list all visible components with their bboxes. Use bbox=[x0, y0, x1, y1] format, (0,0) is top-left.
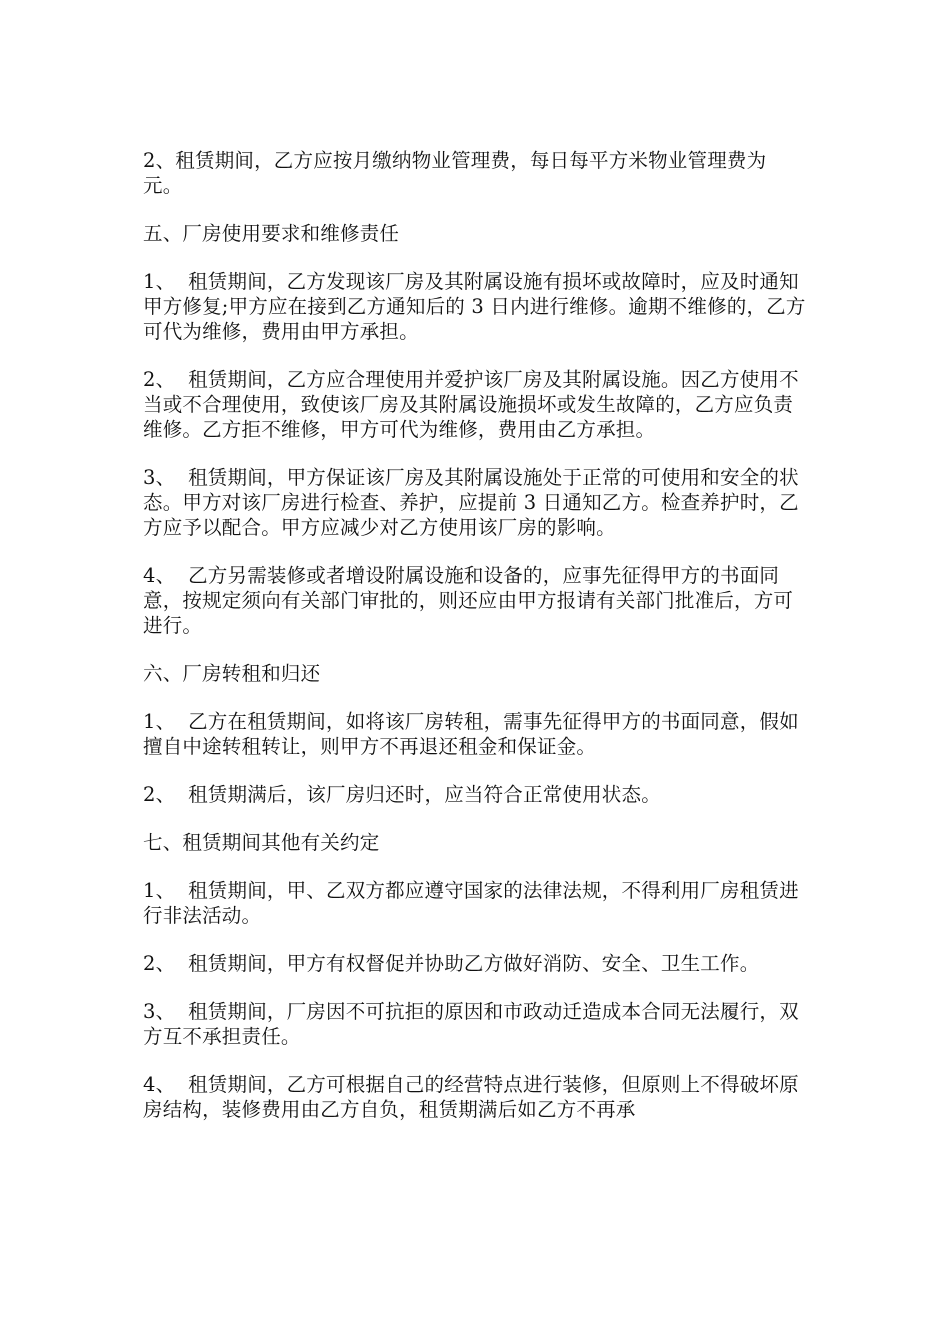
paragraph: 2、 租赁期间，乙方应合理使用并爱护该厂房及其附属设施。因乙方使用不当或不合理使用，致使该厂房及其附属设施损坏或发生故障的，乙方应负责维修。乙方拒不维修，甲方可代为维修，费用由乙方承担。 bbox=[143, 368, 799, 441]
paragraph: 3、 租赁期间，甲方保证该厂房及其附属设施处于正常的可使用和安全的状态。甲方对该厂房进行检查、养护，应提前 3 日通知乙方。检查养护时，乙方应予以配合。甲方应减少对乙方使用该厂房的影响。 bbox=[143, 466, 799, 539]
paragraph: 2、 租赁期间，甲方有权督促并协助乙方做好消防、安全、卫生工作。 bbox=[143, 952, 760, 975]
section-heading: 六、厂房转租和归还 bbox=[143, 662, 321, 685]
paragraph: 1、 乙方在租赁期间，如将该厂房转租，需事先征得甲方的书面同意，假如擅自中途转租转让，则甲方不再退还租金和保证金。 bbox=[143, 710, 799, 758]
section-heading: 五、厂房使用要求和维修责任 bbox=[143, 222, 400, 245]
paragraph: 3、 租赁期间，厂房因不可抗拒的原因和市政动迁造成本合同无法履行，双方互不承担责任。 bbox=[143, 1000, 799, 1048]
paragraph: 2、租赁期间，乙方应按月缴纳物业管理费，每日每平方米物业管理费为 元。 bbox=[143, 149, 773, 197]
paragraph: 4、 乙方另需装修或者增设附属设施和设备的，应事先征得甲方的书面同意，按规定须向有关部门审批的，则还应由甲方报请有关部门批准后，方可进行。 bbox=[143, 564, 794, 637]
section-heading: 七、租赁期间其他有关约定 bbox=[143, 831, 380, 854]
paragraph: 1、 租赁期间，甲、乙双方都应遵守国家的法律法规，不得利用厂房租赁进行非法活动。 bbox=[143, 879, 799, 927]
paragraph: 4、 租赁期间，乙方可根据自己的经营特点进行装修，但原则上不得破坏原房结构，装修费用由乙方自负，租赁期满后如乙方不再承 bbox=[143, 1073, 799, 1121]
paragraph: 1、 租赁期间，乙方发现该厂房及其附属设施有损坏或故障时，应及时通知甲方修复;甲方应在接到乙方通知后的 3 日内进行维修。逾期不维修的，乙方可代为维修，费用由甲方承担。 bbox=[143, 270, 806, 343]
paragraph: 2、 租赁期满后，该厂房归还时，应当符合正常使用状态。 bbox=[143, 783, 661, 806]
document-page bbox=[143, 148, 811, 1145]
